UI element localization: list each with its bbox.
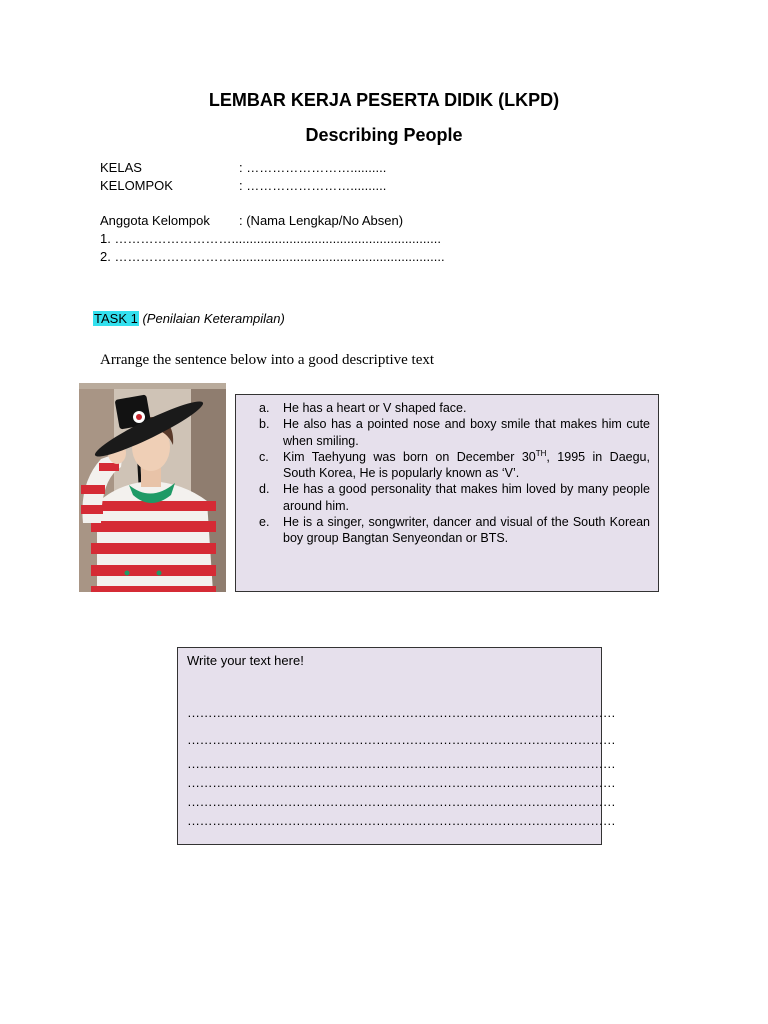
sentence-item <box>236 514 650 547</box>
sentence-item <box>236 416 650 449</box>
answer-line-2[interactable]: ………………………………………………………………………………………… <box>187 732 616 747</box>
task-heading <box>93 310 285 328</box>
member-field-2[interactable]: 2. ………………………........................................................... <box>100 249 445 264</box>
anggota-label: Anggota Kelompok <box>100 213 210 228</box>
kelompok-label: KELOMPOK <box>100 178 173 193</box>
sentence-list <box>236 395 658 547</box>
sentence-item <box>236 481 650 514</box>
sentence-item <box>236 449 650 482</box>
task-instruction: Arrange the sentence below into a good descriptive text <box>100 352 435 368</box>
person-photo <box>79 383 226 592</box>
member-field-1[interactable]: 1. ……………………….......................................................... <box>100 231 441 246</box>
answer-line-3[interactable]: ………………………………………………………………………………………… <box>187 756 616 771</box>
sentence-text: He also has a pointed nose and boxy smile that makes him cute when smiling. <box>283 417 650 448</box>
ordinal-suffix: TH <box>535 448 547 458</box>
answer-box[interactable] <box>177 647 616 845</box>
sentence-marker: a. <box>259 401 270 415</box>
task-note: (Penilaian Keterampilan) <box>142 311 285 326</box>
kelas-field[interactable]: : …………………….......... <box>239 160 387 175</box>
sentence-marker: c. <box>259 449 269 464</box>
sentence-text-start: Kim Taehyung was born on December 30 <box>283 449 536 464</box>
page-subtitle: Describing People <box>305 125 463 145</box>
answer-line-6[interactable]: ………………………………………………………………………………………… <box>187 813 616 828</box>
answer-box-label: Write your text here! <box>187 653 304 668</box>
task-tag: TASK 1 <box>94 311 138 326</box>
sentence-text: He is a singer, songwriter, dancer and visual of the South Korean boy group Bangtan Senyeondan or BTS. <box>283 515 650 546</box>
sentence-box <box>235 394 659 592</box>
answer-line-4[interactable]: ………………………………………………………………………………………… <box>187 775 616 790</box>
sentence-marker: e. <box>259 515 270 530</box>
sentence-text: He has a heart or V shaped face. <box>283 401 467 415</box>
page-title: LEMBAR KERJA PESERTA DIDIK (LKPD) <box>208 90 560 110</box>
sentence-text: He has a good personality that makes him loved by many people around him. <box>283 482 650 513</box>
kelas-label: KELAS <box>100 160 142 175</box>
sentence-text <box>283 449 650 482</box>
kelompok-field[interactable]: : …………………….......... <box>239 178 387 193</box>
sentence-text-end: , 1995 in Daegu, South Korea, He is popularly known as ‘V’. <box>283 449 650 481</box>
sentence-marker: d. <box>259 482 270 497</box>
answer-line-5[interactable]: ………………………………………………………………………………………… <box>187 794 616 809</box>
anggota-hint: : (Nama Lengkap/No Absen) <box>239 213 404 228</box>
answer-line-1[interactable]: ………………………………………………………………………………………… <box>187 705 616 720</box>
sentence-marker: b. <box>259 417 270 432</box>
sentence-item <box>236 400 650 416</box>
